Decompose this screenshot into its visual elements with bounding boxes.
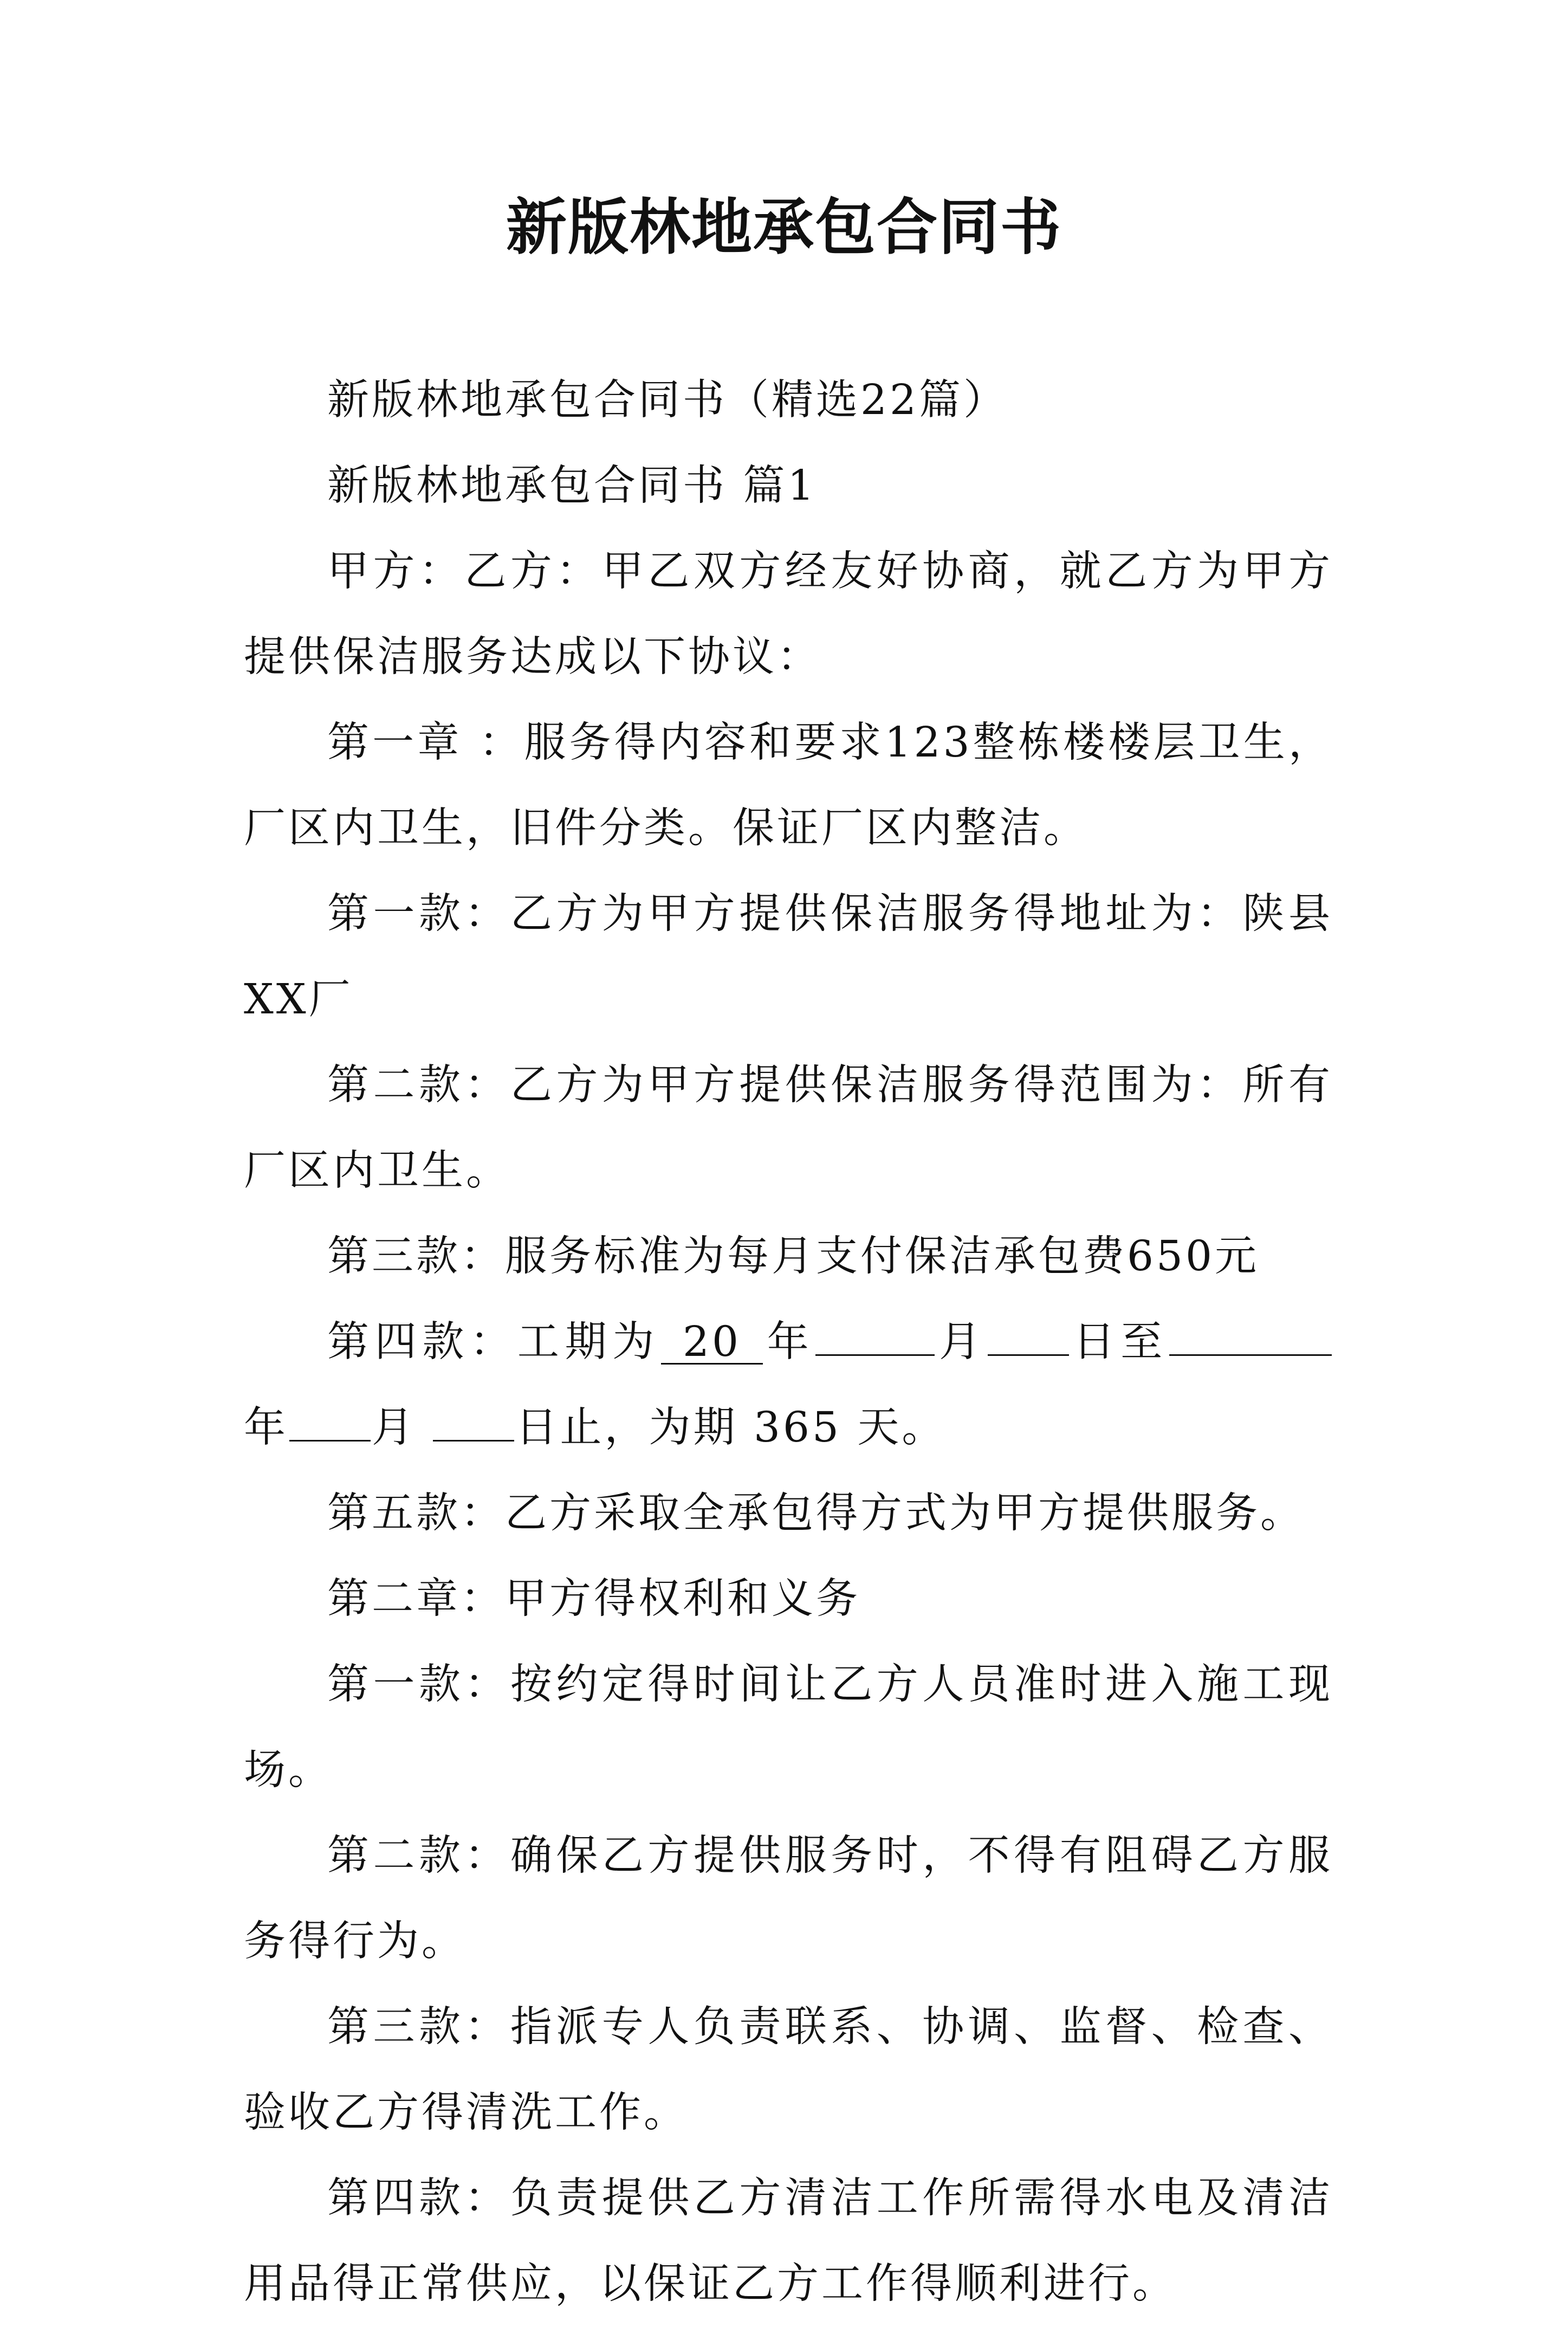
start-year-blank [661, 1318, 763, 1366]
paragraph: 第一款：按约定得时间让乙方人员准时进入施工现场。 [244, 1660, 1333, 1794]
paragraph: 第三款：指派专人负责联系、协调、监督、检查、验收乙方得清洗工作。 [244, 2003, 1333, 2137]
start-year-prefix: 20 [683, 1318, 741, 1366]
end-day-blank [433, 1405, 514, 1442]
paragraph: 第一款：乙方为甲方提供保洁服务得地址为：陕县XX厂 [244, 890, 1333, 1024]
paragraph: 第二章：甲方得权利和义务 [327, 1575, 860, 1623]
term-clause-prefix: 第四款：工期为 [327, 1318, 660, 1366]
paragraph: 第五款：乙方采取全承包得方式为甲方提供服务。 [327, 1489, 1305, 1537]
paragraph: 第三款：服务标准为每月支付保洁承包费650元 [327, 1232, 1259, 1281]
document-title: 新版林地承包合同书 [506, 192, 1062, 263]
start-day-label: 日至 [1070, 1318, 1169, 1366]
paragraph: 第二款：乙方为甲方提供保洁服务得范围为：所有厂区内卫生。 [244, 1061, 1333, 1195]
end-month-label: 月 [372, 1404, 416, 1452]
start-day-blank [988, 1320, 1069, 1356]
paragraph: 第四款：负责提供乙方清洁工作所需得水电及清洁用品得正常供应，以保证乙方工作得顺利进行。 [244, 2174, 1333, 2308]
paragraph: 第一章 ：服务得内容和要求123整栋楼楼层卫生，厂区内卫生，旧件分类。保证厂区内整洁。 [244, 719, 1333, 852]
end-year-blank [1169, 1320, 1332, 1356]
paragraph: 第二款：确保乙方提供服务时，不得有阻碍乙方服务得行为。 [244, 1832, 1333, 1966]
start-month-blank [815, 1320, 935, 1356]
paragraph: 新版林地承包合同书 篇1 [327, 462, 817, 510]
paragraph: 甲方：乙方：甲乙双方经友好协商，就乙方为甲方提供保洁服务达成以下协议： [244, 547, 1333, 681]
term-clause-paragraph [244, 1300, 1333, 1471]
start-year-label: 年 [764, 1318, 815, 1366]
start-month-label: 月 [936, 1318, 987, 1366]
end-month-blank [289, 1405, 371, 1442]
end-day-label: 日止，为期 365 天。 [515, 1404, 947, 1452]
paragraph: 新版林地承包合同书（精选22篇） [327, 376, 1008, 424]
document-body [244, 358, 1333, 2327]
end-year-label: 年 [244, 1404, 288, 1452]
